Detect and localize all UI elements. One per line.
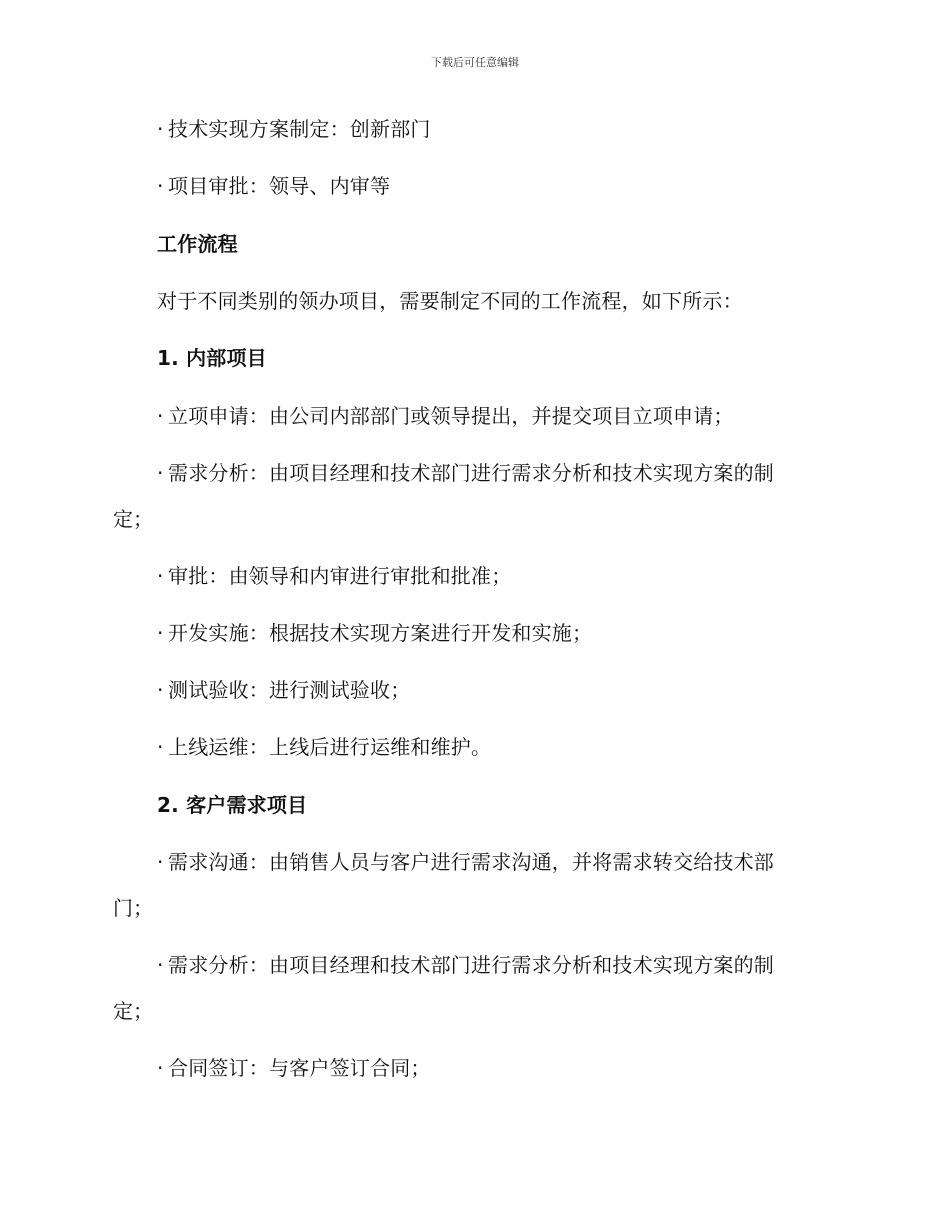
list-item [157,116,431,142]
bullet: · [157,174,164,198]
list-item [157,403,734,429]
list-item-text: 项目审批：领导、内审等 [168,174,391,198]
list-item-text: 审批：由领导和内审进行审批和批准； [168,564,512,588]
list-item-text: 测试验收：进行测试验收； [168,678,411,702]
list-item-text: 需求分析：由项目经理和技术部门进行需求分析和技术实现方案的制 [168,953,774,977]
subsection-heading: 2. 客户需求项目 [157,793,308,817]
list-item [157,1055,431,1081]
bullet: · [157,953,164,977]
list-item-text: 合同签订：与客户签订合同； [168,1056,431,1080]
list-item-continuation: 门； [113,896,153,920]
list-item [157,173,390,199]
list-item-continuation: 定； [113,507,153,531]
bullet: · [157,735,164,759]
list-item [157,460,774,486]
bullet: · [157,564,164,588]
list-item-text: 需求沟通：由销售人员与客户进行需求沟通，并将需求转交给技术部 [168,850,774,874]
list-item [157,677,410,703]
bullet: · [157,1056,164,1080]
list-item-text: 上线运维：上线后进行运维和维护。 [168,735,492,759]
list-item [157,734,491,760]
bullet: · [157,678,164,702]
list-item-text: 技术实现方案制定：创新部门 [168,117,431,141]
subsection-heading: 1. 内部项目 [157,346,267,370]
bullet: · [157,404,164,428]
list-item-continuation: 定； [113,999,153,1023]
list-item-text: 立项申请：由公司内部部门或领导提出，并提交项目立项申请； [168,404,734,428]
section-heading: 工作流程 [157,232,238,256]
bullet: · [157,117,164,141]
page-header: 下载后可任意编辑 [431,56,519,69]
list-item-text: 开发实施：根据技术实现方案进行开发和实施； [168,621,593,645]
list-item [157,849,774,875]
list-item [157,620,592,646]
list-item [157,952,774,978]
paragraph: 对于不同类别的领办项目，需要制定不同的工作流程，如下所示： [157,289,743,313]
bullet: · [157,850,164,874]
bullet: · [157,461,164,485]
list-item-text: 需求分析：由项目经理和技术部门进行需求分析和技术实现方案的制 [168,461,774,485]
list-item [157,563,511,589]
bullet: · [157,621,164,645]
